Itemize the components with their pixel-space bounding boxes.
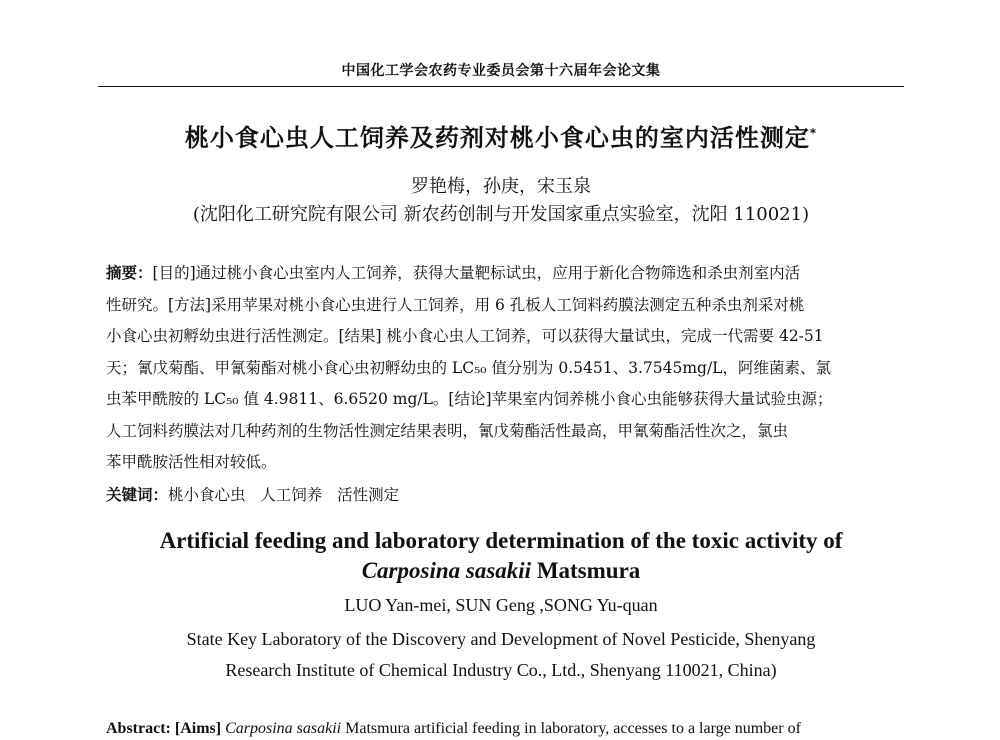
english-authors: LUO Yan-mei, SUN Geng ,SONG Yu-quan [344,595,658,615]
english-title-line2 [98,556,904,586]
abstract-species: Carposina sasakii [225,720,342,737]
title-footnote-mark: * [809,126,818,140]
chinese-authors: 罗艳梅，孙庚，宋玉泉 [411,176,591,197]
affiliation-line2: Research Institute of Chemical Industry Co., Ltd., Shenyang 110021, China) [225,660,777,680]
english-affiliation [98,624,904,686]
chinese-affiliation: (沈阳化工研究院有限公司 新农药创制与开发国家重点实验室，沈阳 110021) [192,204,810,225]
affiliation-line1: State Key Laboratory of the Discovery and Development of Novel Pesticide, Shenyang [186,629,816,649]
english-title [98,526,904,586]
chinese-title-text: 桃小食心虫人工饲养及药剂对桃小食心虫的室内活性测定 [184,124,810,152]
english-abstract-label: Abstract: [106,720,171,737]
chinese-abstract [106,258,906,479]
species-name: Carposina sasakii [361,558,532,583]
abstract-line [106,258,906,290]
species-authority: Matsmura [531,558,641,583]
english-title-line1: Artificial feeding and laboratory determination of the toxic activity of [159,528,843,553]
abstract-line: 人工饲料药膜法对几种药剂的生物活性测定结果表明，氰戊菊酯活性最高，甲氰菊酯活性次之，氯虫 [106,421,789,440]
abstract-line: 性研究。[方法]采用苹果对桃小食心虫进行人工饲养，用 6 孔板人工饲料药膜法测定五种杀虫剂采对桃 [106,295,805,314]
abstract-rest: Matsmura artificial feeding in laboratory, accesses to a large number of [341,720,801,737]
abstract-line: 小食心虫初孵幼虫进行活性测定。[结果] 桃小食心虫人工饲养，可以获得大量试虫，完成一代需要 42-51 [106,327,824,345]
chinese-title [98,118,904,153]
running-header: 中国化工学会农药专业委员会第十六届年会论文集 [341,63,661,79]
abstract-line: 天；氰戊菊酯、甲氰菊酯对桃小食心虫初孵幼虫的 LC₅₀ 值分别为 0.5451、3.7545mg/L，阿维菌素、氯 [106,358,831,377]
abstract-line: 虫苯甲酰胺的 LC₅₀ 值 4.9811、6.6520 mg/L。[结论]苹果室内饲养桃小食心虫能够获得大量试验虫源； [106,390,833,408]
abstract-label: 摘要： [106,264,153,282]
header-divider [98,86,904,87]
aims-label: [Aims] [174,720,222,737]
abstract-line: 苯甲酰胺活性相对较低。 [106,453,277,471]
keywords-text: 桃小食心虫 人工饲养 活性测定 [168,486,400,504]
chinese-keywords [106,480,906,510]
abstract-line-text: [目的]通过桃小食心虫室内人工饲养，获得大量靶标试虫，应用于新化合物筛选和杀虫剂室内活 [152,264,801,282]
keywords-label: 关键词： [106,486,169,504]
